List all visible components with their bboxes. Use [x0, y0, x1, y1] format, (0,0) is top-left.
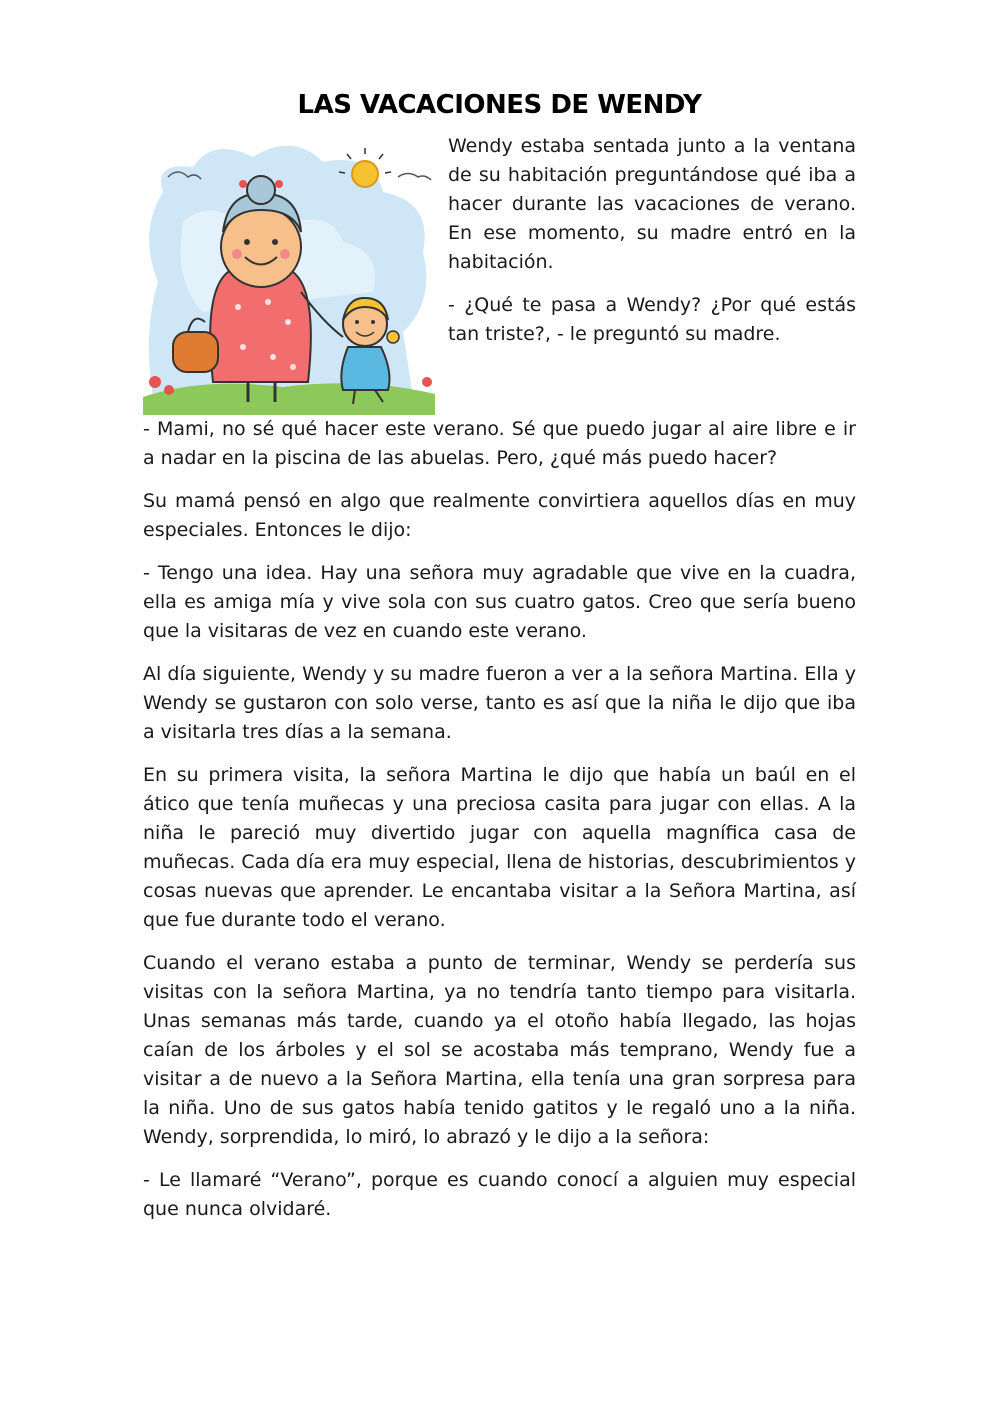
intro-text — [448, 132, 856, 363]
story-paragraph: Su mamá pensó en algo que realmente convirtiera aquellos días en muy especiales. Entonces le dijo: — [143, 490, 856, 541]
document-page — [143, 90, 856, 1238]
story-paragraph: Cuando el verano estaba a punto de terminar, Wendy se perdería sus visitas con la señora Martina, ya no tendría tanto tiempo para visitarla. Unas semanas más tarde, cuando ya el otoño había llegado, las hojas caían de los árboles y el sol se acostaba más temprano, Wendy fue a visitar a de nuevo a la Señora Martina, ella tenía una gran sorpresa para la niña. Uno de sus gatos había tenido gatitos y le regaló uno a la niña. Wendy, sorprendida, lo miró, lo abrazó y le dijo a la señora: — [143, 952, 856, 1148]
intro-paragraph: - ¿Qué te pasa a Wendy? ¿Por qué estás tan triste?, - le preguntó su madre. — [448, 294, 856, 345]
intro-section — [143, 132, 856, 415]
mother-daughter-illustration-icon — [143, 132, 435, 415]
story-paragraph: - Mami, no sé qué hacer este verano. Sé que puedo jugar al aire libre e ir a nadar en la piscina de las abuelas. Pero, ¿qué más puedo hacer? — [143, 418, 856, 469]
story-paragraph: En su primera visita, la señora Martina le dijo que había un baúl en el ático que tenía muñecas y una preciosa casita para jugar con ellas. A la niña le pareció muy divertido jugar con aquella magnífica casa de muñecas. Cada día era muy especial, llena de historias, descubrimientos y cosas nuevas que aprender. Le encantaba visitar a la Señora Martina, así que fue durante todo el verano. — [143, 764, 856, 931]
story-paragraph: Al día siguiente, Wendy y su madre fueron a ver a la señora Martina. Ella y Wendy se gustaron con solo verse, tanto es así que la niña le dijo que iba a visitarla tres días a la semana. — [143, 663, 856, 743]
intro-paragraph: Wendy estaba sentada junto a la ventana de su habitación preguntándose qué iba a hacer durante las vacaciones de verano. En ese momento, su madre entró en la habitación. — [448, 135, 856, 273]
story-body — [143, 415, 856, 1224]
story-paragraph: - Tengo una idea. Hay una señora muy agradable que vive en la cuadra, ella es amiga mía y vive sola con sus cuatro gatos. Creo que sería bueno que la visitaras de vez en cuando este verano. — [143, 562, 856, 642]
story-paragraph: - Le llamaré “Verano”, porque es cuando conocí a alguien muy especial que nunca olvidaré. — [143, 1169, 856, 1220]
document-title: LAS VACACIONES DE WENDY — [297, 90, 702, 120]
